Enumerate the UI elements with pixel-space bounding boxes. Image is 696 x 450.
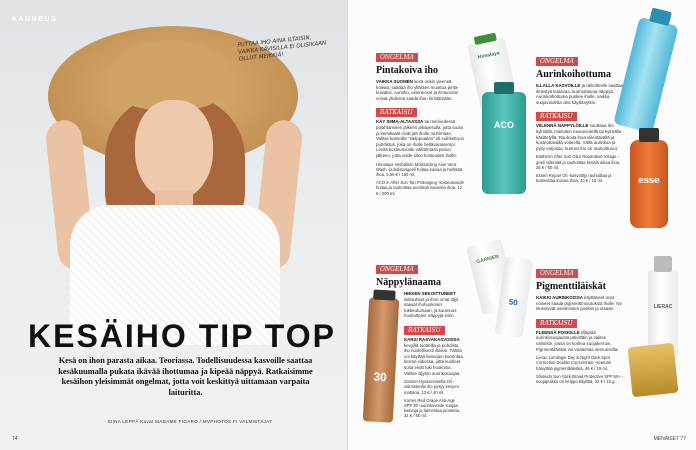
- column-title: Pigmenttiläiskät: [536, 281, 606, 292]
- himalaya-wash-tube-image: Himalaya: [467, 37, 519, 113]
- problem-tag: ONGELMA: [376, 265, 418, 274]
- spf50-tube-image: 50: [495, 256, 534, 337]
- solution-text: VIILENNÄ NÄPPYLÖILLE suuttaaa iho kylmällä, mieluiten ruusuvedellä tai kylmällä käsittelyllä. Rauhoita ihoa viilentävällä ja kosteuttavalla voiteella. Vältä aurinkoa ja pysy varjossa, kunnes iho on rauhoittunut.: [536, 123, 621, 151]
- column-pintakoiva: [376, 46, 464, 196]
- solution-text: KARSI RASVAKASVOISSA kevyillä tuotteilla ja puhdista iho huolellisesti iltaisin. Tähän voi käyttää kasvojen kuorintaa kerran viikossa, jotta kuolleet solut eivät tuki huokosia. Valitse öljytön aurinkosuojaa.: [404, 336, 463, 376]
- aco-after-sun-bottle-image: ACO: [482, 92, 526, 194]
- problem-text: VAIKKA SUOMEN kesä onkin yleensä koleaa, saattaa iho ylläräen muuttua pinta-kuivaksi. Aurinko, uimineosut ja ilmavoivat voivat yhdessä saada ihon kiristämään.: [376, 79, 459, 101]
- column-title: Näppylänaama: [376, 277, 442, 288]
- problem-tag: ONGELMA: [536, 57, 578, 66]
- face-illustration: [135, 100, 213, 200]
- section-label: KAUNEUS: [12, 16, 58, 23]
- solution-tag: RATKAISU: [536, 112, 577, 121]
- solution-tag: RATKAISU: [536, 319, 577, 328]
- product-note: ACO in After Sun Tan Prolonging -kosteusvoide hoitaa ja rauhoittaa aurinkoa saaneita ihoa, 12 € / 200 ml.: [376, 180, 464, 196]
- product-note: Himalaya Herbalism Moisturizing Aloe Vera Wash -puhdistusgeeli hoitaa kuivaa ja herkkää ihoa, 5,50 € / 150 ml.: [376, 161, 463, 177]
- column-title: Pintakoiva iho: [376, 65, 438, 76]
- column-title: Aurinkoihottuma: [536, 69, 612, 80]
- page-number-left: 74: [12, 436, 18, 442]
- product-note: Shiseido Sun Stick Broad Protective SPF 50+ -suojapuikko on helppo käyttää, 32 € / 15 g.: [536, 373, 624, 384]
- headline: KESÄIHO TIP TOP: [28, 318, 336, 354]
- solution-tag: RATKAISU: [376, 108, 417, 117]
- column-aurinkoihottuma: [536, 50, 624, 183]
- product-note: Garnier Hyaluronisella Oil -valmisteella iho pysyy kevyen mattana, 13 € / 40 ml.: [404, 379, 459, 395]
- column-pigmenttilaiskat: [536, 262, 624, 384]
- problem-text: HIEKEN SEKOITTUNEET talirauhset ja ihon omat öljyt saavat ihohuokoset tukkeutumaan, ja kuumuus houkuttelee näppyjä esiin.: [404, 291, 459, 319]
- shiseido-stick-image: [628, 343, 679, 398]
- handwritten-quote: PUTTAA IHO AINA ILTAISIN, VAIKKA KÄVISILLA EI OLISIKAAN OLLUT MEIKKIÄ!: [237, 34, 327, 63]
- korres-sunscreen-tube-image: 30: [363, 297, 399, 422]
- product-note: Biotherm After Sun Oleo Reparative Visage -geeli viilentää ja rauhoittaa kesäiä aikaa ihoa, 26 € / 50 ml.: [536, 154, 621, 170]
- problem-text: KAIKKI AURINKOISSA käyttäneet ovat voineet saada pigmenttimuutoksia iholle. Ne ilmestyvät useimmiten poskiin ja otsaan.: [536, 295, 622, 312]
- problem-tag: ONGELMA: [376, 53, 418, 62]
- solution-tag: RATKAISU: [404, 326, 445, 335]
- product-note: Korres Red Grape Anti-Age SPF 30 -aurinkovoide suojaa kasvoja ja laimentaa juonteita, 31 € / 50 ml.: [404, 397, 461, 419]
- solution-text: FLEENSÄ POSKILLE ylläpidä aurinkosuojausta päivittäin ja valitse valmiste, jossa on korkea suojakerroin. Pigmenttiläiskiä voi vaalentaa seerumeilla.: [536, 329, 619, 352]
- problem-text: ILLALLA KASVOILLE ja dekolteelle saattaa ilmestyä kutiavaa, kuumottavaa näppyä. Aurinkoihottuma puskee iholle, vaikka suojavoidetta olisi käyttänytkin.: [536, 83, 623, 105]
- solution-text: KÄY SIIMA-ALTAASSA tai merivedessä pulahtamisen jälkeen pikapesulla, jotta suola ja kemikaalit eivät jää iholle muhimaan. Valitse kasvoille "sielppuaiten" eli suihkettoon puhdistus, joka on iholle hellävaraisempi. Levitä kosteusvoide välittömästi pesun jälkeen, jotta voide sitoo kosteuden iholle.: [376, 119, 464, 158]
- right-page: [348, 0, 696, 450]
- byline: SIINA LEPPÄ Kuvat MADAME FIGARO / MVPHOTOS.FI VALMISTAJAT: [107, 419, 273, 424]
- esse-oil-bottle-image: esse: [630, 140, 668, 228]
- problem-tag: ONGELMA: [536, 269, 578, 278]
- lierac-serum-image: LIERAC: [648, 270, 678, 360]
- column-nappylanaama: [376, 258, 464, 419]
- product-note: Essen Repair Oil -kasvoöljy rauhoittaa ja kosteuttaa kuivaa ihoa, 43 € / 15 ml.: [536, 172, 612, 184]
- garnier-tube-image: GARNIER: [466, 239, 518, 316]
- product-note: Lierac Lumilogie Day & Night Dark Spot Correction Double Concentrate -seerumi häivyttää pigmenttiläiskiä, 46 € / 15 ml.: [536, 355, 612, 371]
- page-number-right: MENAISET 77: [653, 436, 686, 442]
- lead-paragraph: Kesä on ihon parasta aikaa. Teoriassa. Todellisuudessa kasvoille saattaa kesäkuumalla pukata ikävää ihottumaa ja kipeää näppyä. Ratkaisimme kesäihon yleisimmät ongelmat, jotta voit keskittyä uittamaan varpaita laituritta.: [58, 356, 313, 397]
